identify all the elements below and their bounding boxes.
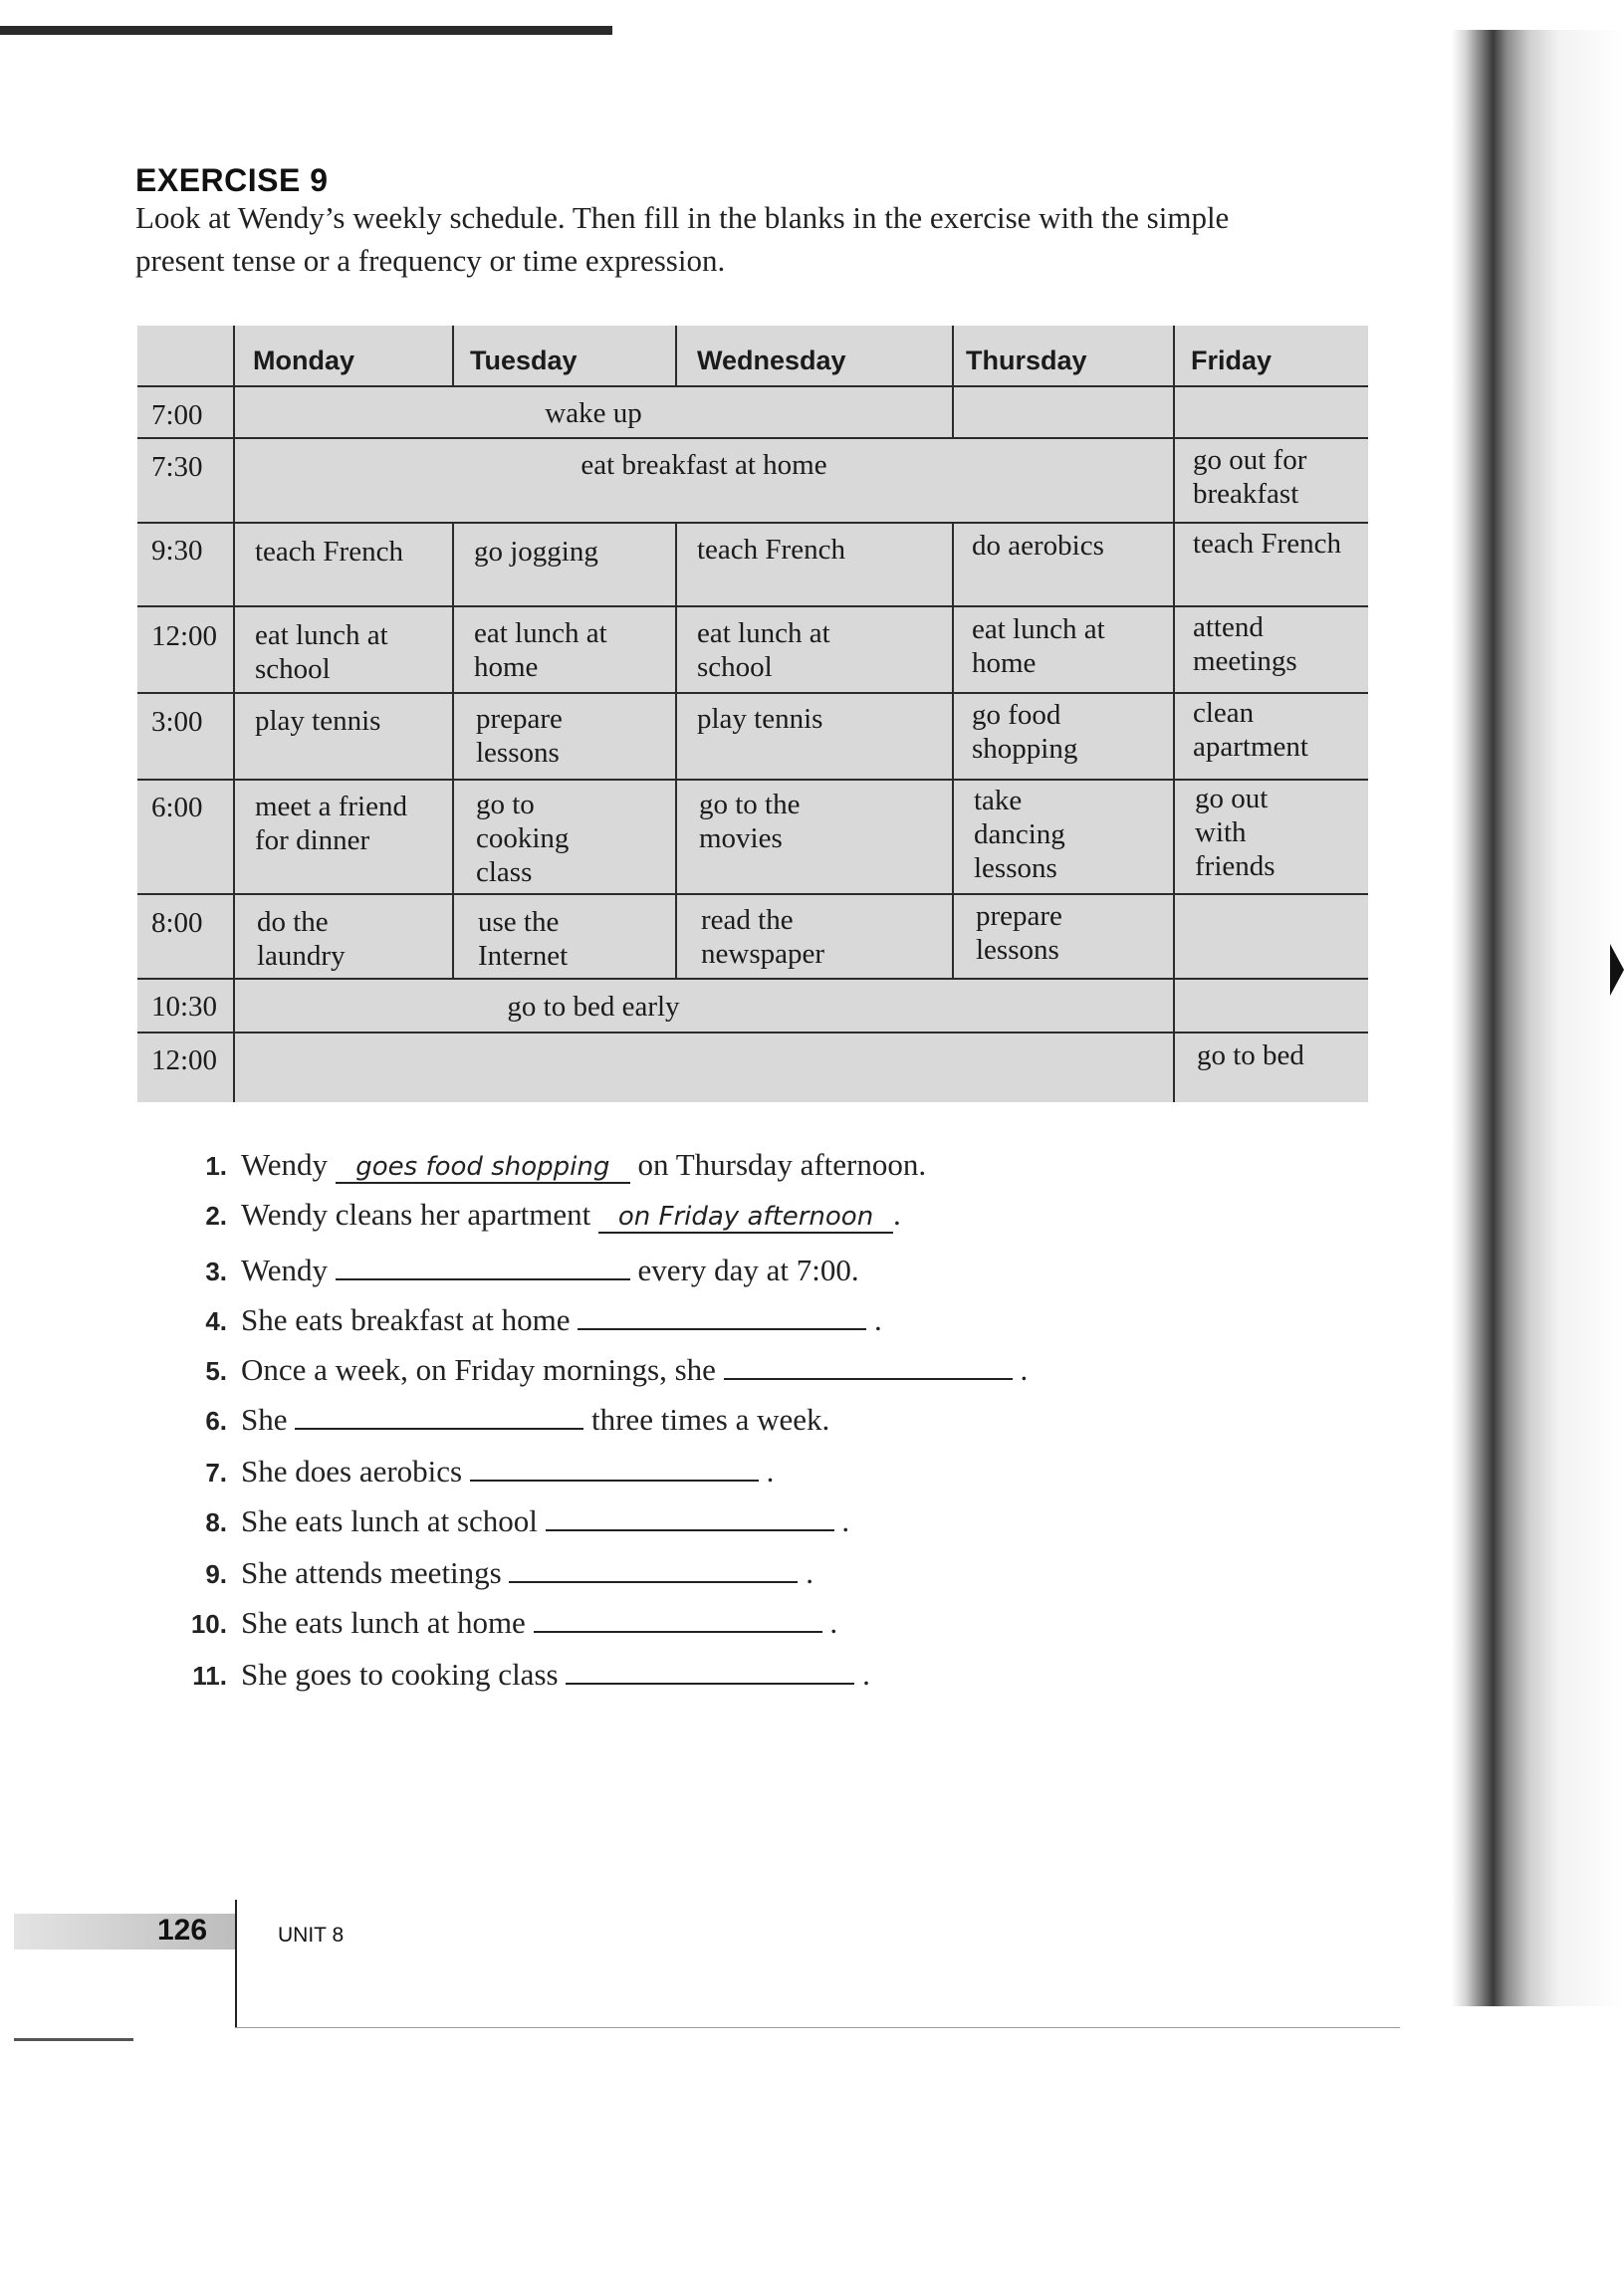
header-friday: Friday <box>1191 345 1273 375</box>
question-4: 4. She eats breakfast at home . <box>159 1298 882 1338</box>
cell-friday-1200: attend meetings <box>1193 611 1297 677</box>
cell-thursday-800: prepare lessons <box>976 900 1062 966</box>
exercise-instructions: Look at Wendy’s weekly schedule. Then fill in the blanks in the exercise with the simple present tense or a frequency or time expression. <box>135 200 1230 278</box>
cell-tuesday-300: prepare lessons <box>476 703 563 769</box>
answer-blank-1[interactable]: goes food shopping <box>336 1152 630 1184</box>
span-wake-up: wake up <box>545 397 642 429</box>
cell-monday-300: play tennis <box>255 705 381 737</box>
cell-thursday-600: take dancing lessons <box>974 785 1065 884</box>
top-rule <box>0 26 612 35</box>
cell-monday-800: do the laundry <box>257 906 346 972</box>
cell-tuesday-930: go jogging <box>474 536 598 568</box>
cell-tuesday-1200: eat lunch at home <box>474 617 607 683</box>
cell-wednesday-600: go to the movies <box>699 789 801 854</box>
cell-thursday-930: do aerobics <box>972 530 1104 562</box>
span-eat-breakfast: eat breakfast at home <box>580 449 827 481</box>
footer-divider <box>235 1900 237 2027</box>
answer-blank-3[interactable] <box>336 1249 630 1280</box>
header-monday: Monday <box>253 345 355 375</box>
question-8: 8. She eats lunch at school . <box>159 1499 849 1539</box>
answer-blank-2[interactable]: on Friday afternoon <box>598 1202 893 1234</box>
time-label: 9:30 <box>151 535 203 567</box>
bottom-rule <box>14 2038 133 2041</box>
cell-monday-1200: eat lunch at school <box>255 619 388 685</box>
time-label: 12:00 <box>151 620 218 652</box>
time-label: 6:00 <box>151 792 203 823</box>
answer-blank-6[interactable] <box>295 1398 583 1430</box>
answer-blank-8[interactable] <box>546 1499 834 1531</box>
cell-friday-930: teach French <box>1193 528 1341 560</box>
cell-tuesday-800: use the Internet <box>478 906 569 972</box>
time-label: 3:00 <box>151 706 203 738</box>
cell-wednesday-930: teach French <box>697 534 845 566</box>
answer-blank-11[interactable] <box>566 1653 854 1685</box>
question-5: 5. Once a week, on Friday mornings, she . <box>159 1348 1028 1388</box>
bottom-rule-light <box>235 2027 1400 2028</box>
header-tuesday: Tuesday <box>470 345 578 375</box>
answer-blank-4[interactable] <box>578 1298 866 1330</box>
cell-wednesday-1200: eat lunch at school <box>697 617 830 683</box>
cell-thursday-300: go food shopping <box>972 699 1078 765</box>
question-6: 6. She three times a week. <box>159 1398 829 1438</box>
question-11: 11. She goes to cooking class . <box>159 1653 870 1693</box>
friday-go-to-bed: go to bed <box>1197 1039 1304 1071</box>
span-go-to-bed-early: go to bed early <box>507 991 680 1023</box>
cell-tuesday-600: go to cooking class <box>476 789 570 888</box>
question-2: 2. Wendy cleans her apartment on Friday afternoon . <box>205 1197 901 1232</box>
answer-blank-9[interactable] <box>509 1551 798 1583</box>
exercise-title: EXERCISE 9 <box>135 162 329 198</box>
question-10: 10. She eats lunch at home . <box>159 1601 837 1641</box>
unit-label: UNIT 8 <box>278 1924 345 1947</box>
header-wednesday: Wednesday <box>697 345 846 375</box>
friday-breakfast: go out for breakfast <box>1193 444 1307 510</box>
time-label: 12:00 <box>151 1044 218 1076</box>
answer-blank-7[interactable] <box>470 1450 759 1482</box>
weekly-schedule-table <box>137 326 1368 1102</box>
cell-monday-600: meet a friend for dinner <box>255 791 407 856</box>
cell-wednesday-800: read the newspaper <box>701 904 825 970</box>
question-1: 1. Wendy goes food shopping on Thursday afternoon. <box>205 1147 927 1182</box>
cell-friday-300: clean apartment <box>1193 697 1308 763</box>
cell-thursday-1200: eat lunch at home <box>972 613 1105 679</box>
time-label: 7:30 <box>151 451 203 483</box>
time-label: 7:00 <box>151 399 203 431</box>
book-binding-shadow <box>1452 30 1624 2006</box>
cell-wednesday-300: play tennis <box>697 703 823 735</box>
cell-friday-600: go out with friends <box>1195 783 1276 882</box>
page-tab-marker-icon <box>1610 944 1624 996</box>
time-label: 8:00 <box>151 907 203 939</box>
answer-blank-5[interactable] <box>724 1348 1013 1380</box>
cell-monday-930: teach French <box>255 536 403 568</box>
question-9: 9. She attends meetings . <box>159 1551 813 1591</box>
answer-blank-10[interactable] <box>534 1601 822 1633</box>
header-thursday: Thursday <box>966 345 1087 375</box>
question-3: 3. Wendy every day at 7:00. <box>159 1249 859 1288</box>
time-label: 10:30 <box>151 991 218 1023</box>
page-number: 126 <box>157 1914 208 1947</box>
question-7: 7. She does aerobics . <box>159 1450 774 1490</box>
